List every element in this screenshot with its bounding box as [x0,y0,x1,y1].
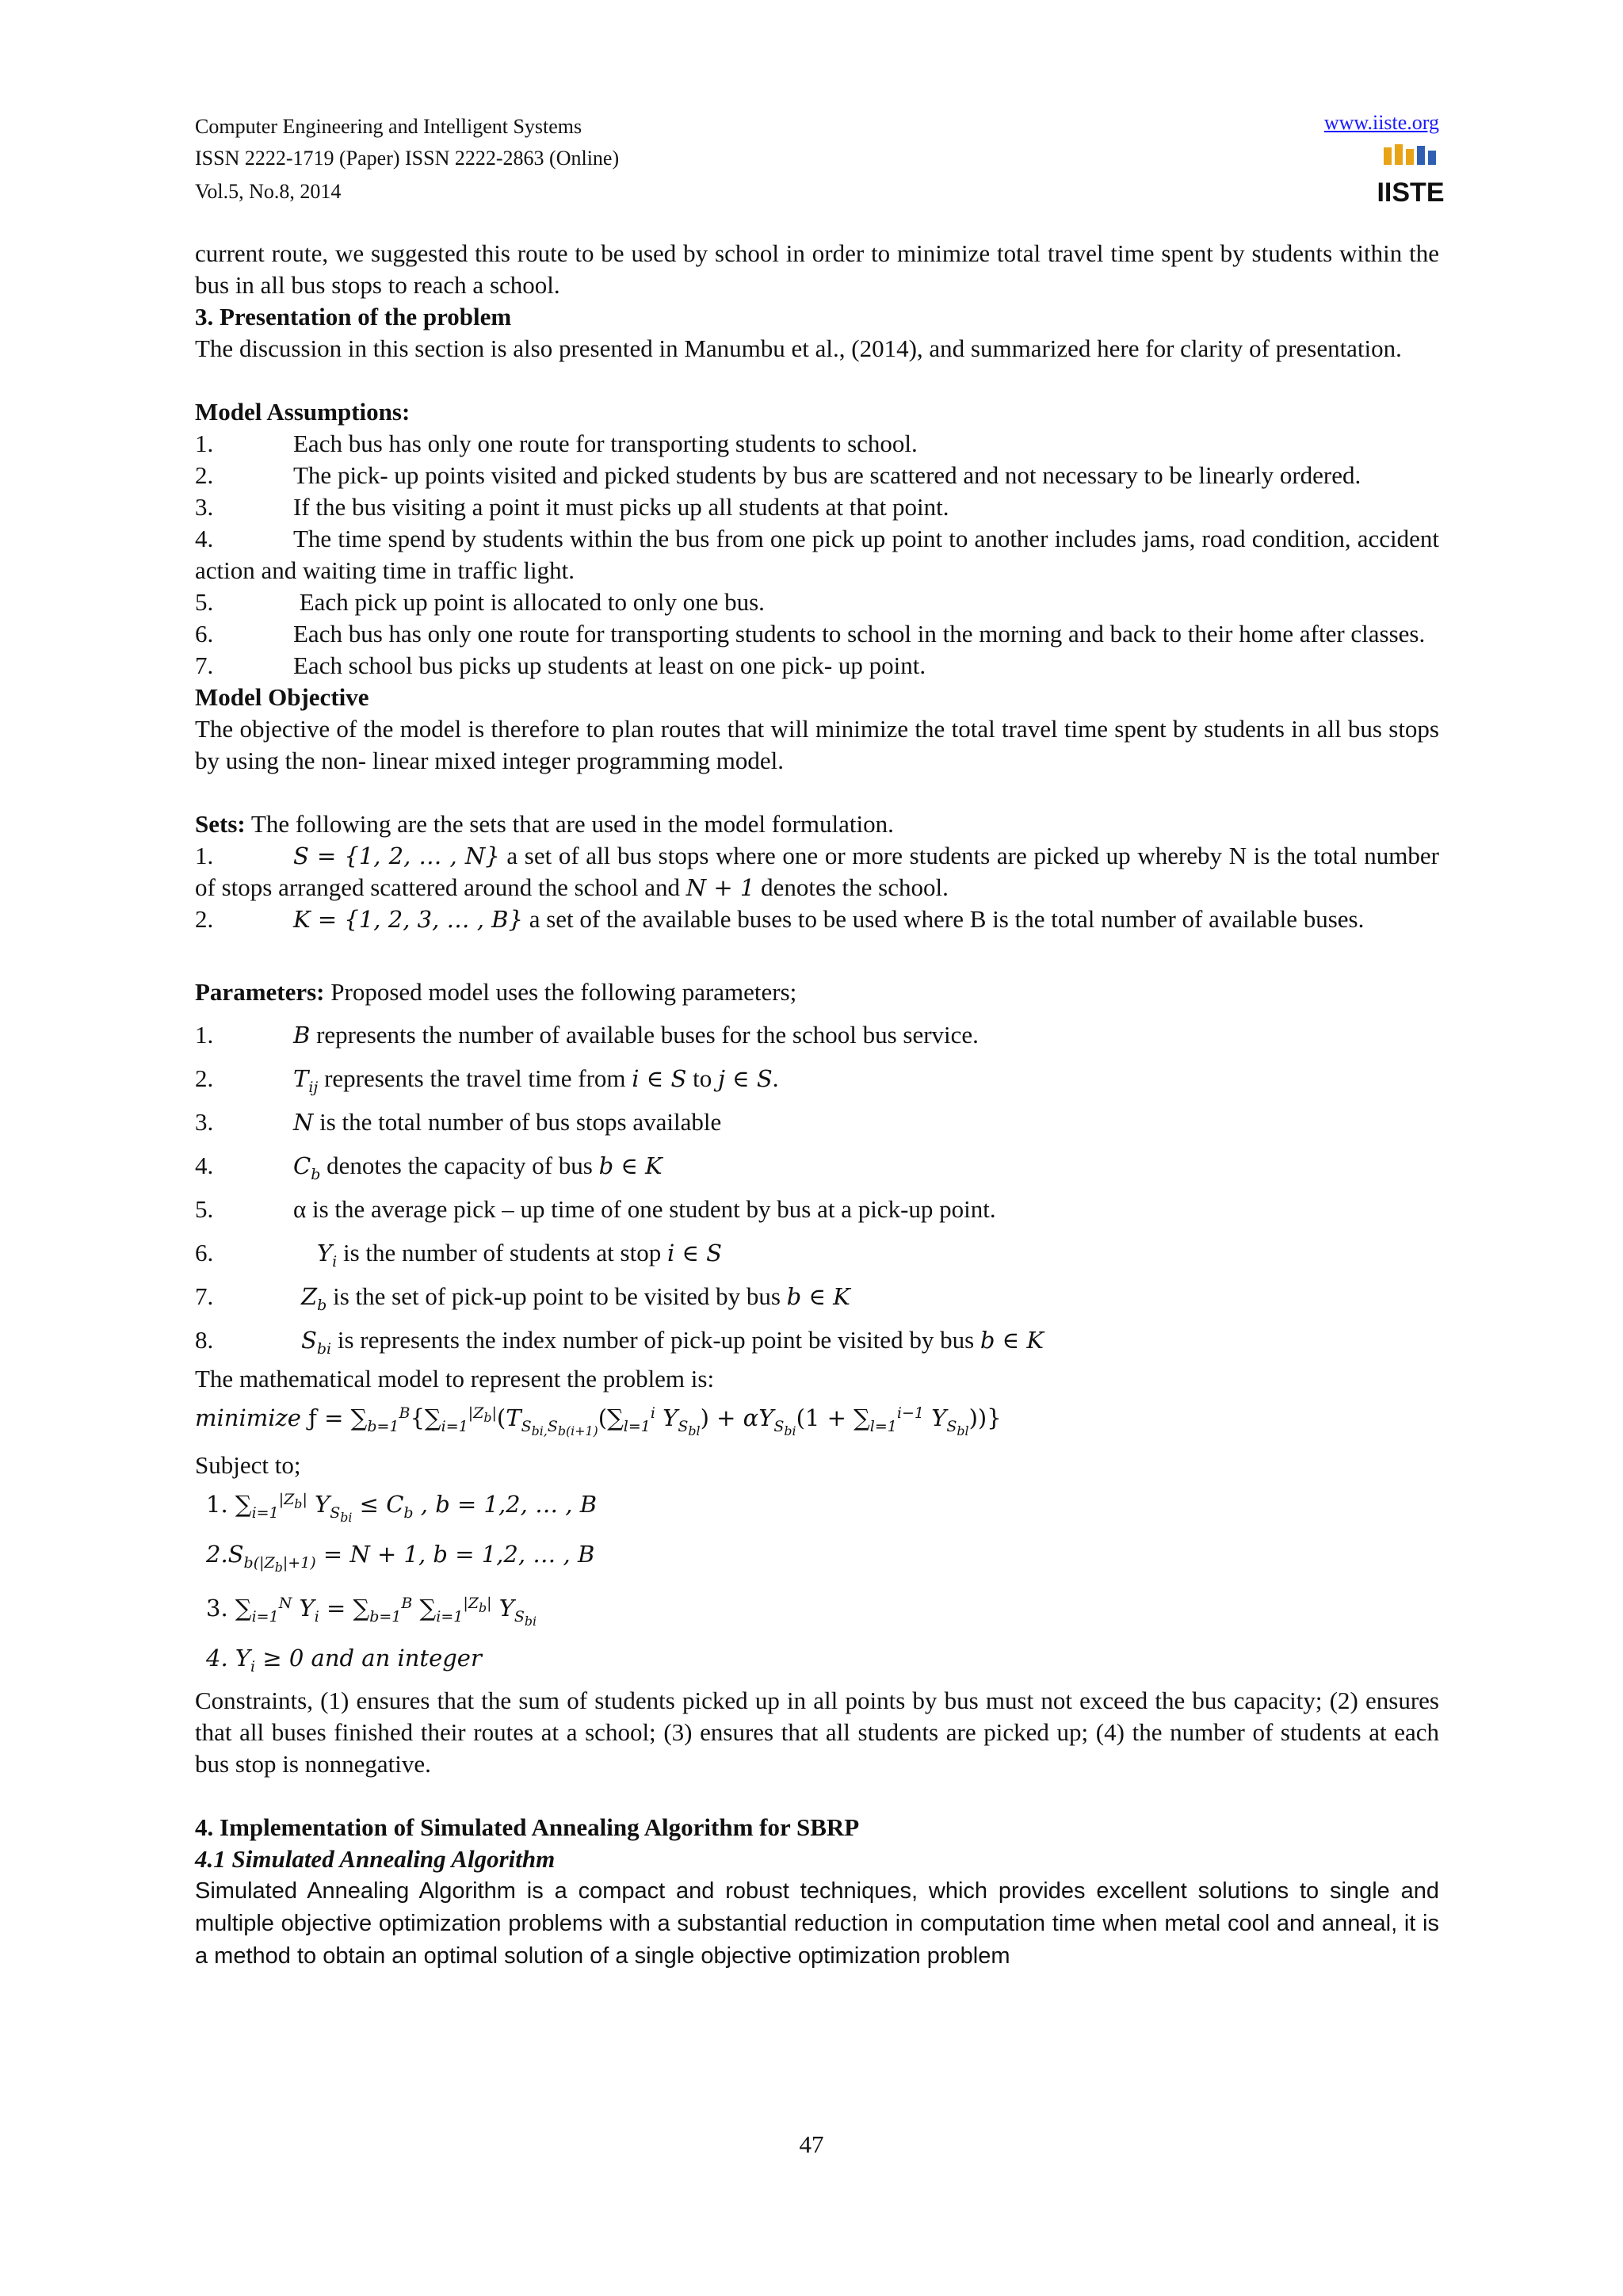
list-item: 7. $Z_b$ is the set of pick-up point to be visited by bus b ∈ K [195,1282,850,1315]
list-item: 7. Each school bus picks up students at least on one pick- up point. [195,651,926,679]
section-4-1-text: Simulated Annealing Algorithm is a compact and robust techniques, which provides excellent solutions to single and multiple objective optimization problems with a substantial reduction in computation time when metal cool and anneal, it is a method to obtain an optimal solution of a single objective optimization problem [195,1878,1439,1969]
list-item: 2. The pick- up points visited and picked students by bus are scattered and not necessary to be linearly ordered. [195,461,1361,489]
objective-function: minimize ƒ = $\sum_{b=1}^B\{\sum_{i=1}^{|Z_b|}(T_{S_{bi,}S_{b(i+1)}}(\sum_{l=1}^i$ $Y_{S_{bl}}) + \alpha Y_{S_{bi}}(1 + \sum_{l=1}^{i-1}$ $Y_{S_{bl}}$))} [195,1404,1002,1438]
list-item: 3. N is the total number of bus stops available [195,1108,722,1136]
list-item: 6. Each bus has only one route for transporting students to school in the morning and back to their home after classes. [195,620,1426,648]
section-4-1-heading: 4.1 Simulated Annealing Algorithm [195,1845,556,1874]
constraint-1: 1. $\sum_{i=1}^{|Z_b|}$ $Y_{S_{bi}} \le C_b$ , b = 1,2, … , B [206,1490,598,1525]
objective-heading: Model Objective [195,683,369,711]
section-3-text: The discussion in this section is also presented in Manumbu et al., (2014), and summarized here for clarity of presentation. [195,334,1402,362]
subject-to: Subject to; [195,1450,301,1479]
sets-line: Sets: The following are the sets that are used in the model formulation. [195,810,894,838]
list-item: 1. Each bus has only one route for transporting students to school. [195,430,918,457]
list-item: 6. $Y_i$ is the number of students at stop i ∈ S [195,1239,723,1271]
iiste-logo-icon [1377,143,1445,208]
list-item: 2. $T_{ij}$ represents the travel time from i ∈ S to j ∈ S. [195,1064,779,1097]
section-3-heading: 3. Presentation of the problem [195,303,512,330]
constraint-4: 4. $Y_i \ge 0$ and an integer [206,1645,482,1676]
assumptions-list [195,428,1439,682]
website-link[interactable]: www.iiste.org [1323,111,1439,134]
svg-text:IISTE: IISTE [1377,178,1445,208]
main-content [195,238,1439,1973]
list-item: 8. $S_{bi}$ is represents the index number of pick-up point be visited by bus b ∈ K [195,1326,1044,1358]
list-item: 3. If the bus visiting a point it must picks up all students at that point. [195,493,949,521]
list-item: 1. B represents the number of available buses for the school bus service. [195,1021,979,1049]
list-item: 4. The time spend by students within the bus from one pick up point to another includes jams, road condition, accident action and waiting time in traffic light. [195,525,1439,584]
parameters-list [195,1013,1439,1362]
constraint-3: 3. $\sum_{i=1}^N$ $Y_i = \sum_{b=1}^B$ $\sum_{i=1}^{|Z_b|}$ $Y_{S_{bi}}$ [206,1595,537,1629]
sets-item-2: 2. K = {1, 2, 3, … , B} a set of the available buses to be used where B is the total number of available buses. [195,905,1365,933]
model-intro: The mathematical model to represent the problem is: [195,1365,715,1392]
list-item: 5. α is the average pick – up time of one student by bus at a pick-up point. [195,1195,996,1223]
objective-text: The objective of the model is therefore to plan routes that will minimize the total travel time spent by students in all bus stops by using the non- linear mixed integer programming model. [195,715,1439,774]
list-item: 4. $C_b$ denotes the capacity of bus b ∈ K [195,1152,663,1184]
constraint-2: $2.S_{b(|Z_b|+1)} = N + 1$, b = 1,2, … , B [206,1540,595,1575]
intro-paragraph: current route, we suggested this route to be used by school in order to minimize total travel time spent by students within the bus in all bus stops to reach a school. [195,239,1439,299]
constraints-explanation: Constraints, (1) ensures that the sum of students picked up in all points by bus must not exceed the bus capacity; (2) ensures that all buses finished their routes at a school; (3) ensures that all students are picked up; (4) the number of students at each bus stop is nonnegative. [195,1687,1439,1778]
journal-name: Computer Engineering and Intelligent Systems [195,115,582,138]
list-item: 5. Each pick up point is allocated to only one bus. [195,588,765,616]
page-number: 47 [799,2130,824,2158]
assumptions-heading: Model Assumptions: [195,398,411,426]
section-4-heading: 4. Implementation of Simulated Annealing Algorithm for SBRP [195,1813,860,1842]
issn-line: ISSN 2222-1719 (Paper) ISSN 2222-2863 (Online) [195,147,620,170]
volume-line: Vol.5, No.8, 2014 [195,180,342,203]
sets-item-1: 1. S = {1, 2, … , N} a set of all bus stops where one or more students are picked up whereby N is the total number of stops arranged scattered around the school and N + 1 denotes the school. [195,842,1440,901]
parameters-line: Parameters: Proposed model uses the following parameters; [195,978,797,1006]
